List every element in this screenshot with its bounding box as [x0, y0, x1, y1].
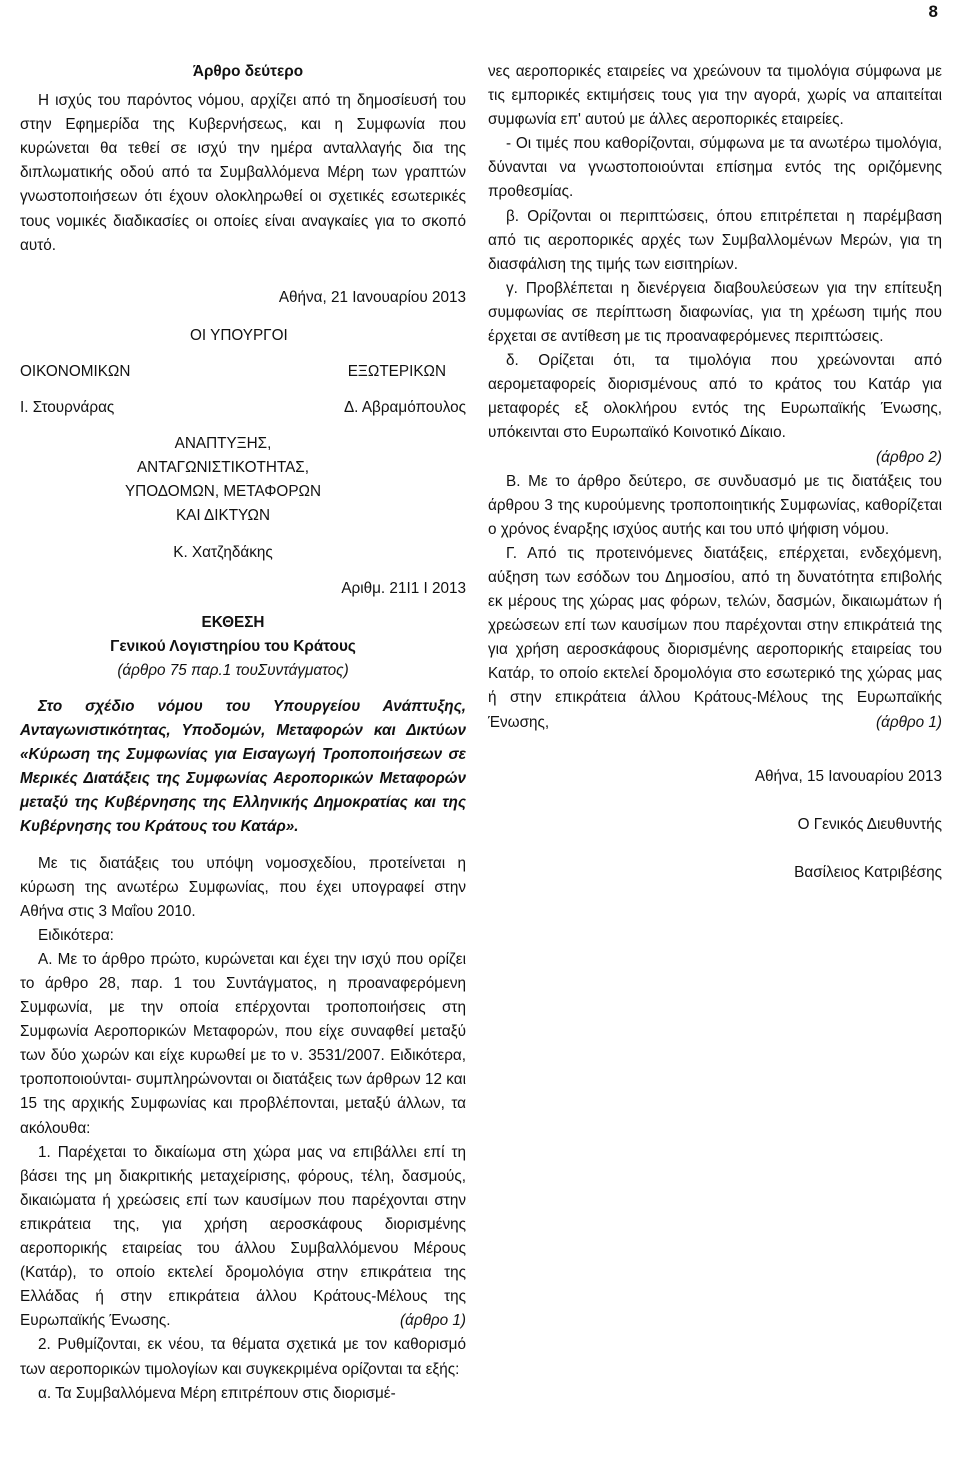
signature-row [20, 396, 466, 420]
report-title: ΕΚΘΕΣΗ [201, 613, 265, 631]
reference-number: Αριθμ. 21Ι1 Ι 2013 [341, 579, 466, 597]
body-paragraph: Ειδικότερα: [38, 926, 114, 944]
body-paragraph [488, 542, 942, 735]
body-paragraph: γ. Προβλέπεται η διενέργεια διαβουλεύσεων για την επίτευξη συμφωνίας σε περίπτωση διαφωνίας, για τη χρέωση τιμής που έρχεται σε αντίθεση με τις προαναφερόμενες περιπτώσεις. [488, 279, 942, 346]
right-column [488, 60, 942, 885]
body-paragraph: Β. Με το άρθρο δεύτερο, σε συνδυασμό με τις διατάξεις του άρθρου 3 της κυρούμενης τροποποιητικής Συμφωνίας, καθορίζεται ο χρόνος έναρξης ισχύος αυτής και του υπό ψήφιση νόμου. [488, 472, 942, 538]
ministers-heading: ΟΙ ΥΠΟΥΡΓΟΙ [190, 326, 288, 344]
bill-title-paragraph: Στο σχέδιο νόμου του Υπουργείου Ανάπτυξης, Ανταγωνιστικότητας, Υποδομών, Μεταφορών και Δικτύων «Κύρωση της Συμφωνίας για Εισαγωγή Τροποποιήσεων σε Μερικές Διατάξεις της Συμφωνίας Αεροπορικών Μεταφορών μεταξύ της Κυβέρνησης της Ελληνικής Δημοκρατίας και της Κυβέρνησης του Κράτους του Κατάρ». [20, 697, 466, 836]
report-article: (άρθρο 75 παρ.1 τουΣυντάγματος) [117, 661, 349, 679]
ministry-line: ΑΝΤΑΓΩΝΙΣΤΙΚΟΤΗΤΑΣ, [136, 459, 309, 477]
body-paragraph: β. Ορίζονται οι περιπτώσεις, όπου επιτρέπεται η παρέμβαση από τις αεροπορικές αρχές των Συμβαλλομένων Μερών, για τη διασφάλιση της τιμής των εισιτηρίων. [488, 207, 942, 273]
report-subtitle: Γενικού Λογιστηρίου του Κράτους [110, 637, 356, 655]
ministry-foreign: ΕΞΩΤΕΡΙΚΩΝ [347, 362, 446, 380]
article-reference: (άρθρο 1) [400, 1312, 466, 1330]
body-paragraph: Α. Με το άρθρο πρώτο, κυρώνεται και έχει την ισχύ που ορίζει το άρθρο 28, παρ. 1 του Συντάγματος, η προαναφερόμενη Συμφωνία, με την οποία επέρχονται τροποποιήσεις στη Συμφωνία Αεροπορικών Μεταφορών, που είχε συναφθεί μεταξύ των δύο χωρών και είχε κυρωθεί με το ν. 3531/2007. Ειδικότερα, τροποποιούνται- συμπληρώνονται οι διατάξεις των άρθρων 12 και 15 της αρχικής Συμφωνίας και προβλέπονται, μεταξύ άλλων, τα ακόλουθα: [20, 950, 466, 1137]
intro-paragraph: Η ισχύς του παρόντος νόμου, αρχίζει από τη δημοσίευσή του στην Εφημερίδα της Κυβερνήσεως, και η Συμφωνία που κυρώνεται θα τεθεί σε ισχύ την ημέρα ανταλλαγής δια της διπλωματικής οδού από τα Συμβαλλόμενα Μέρη των γραπτών γνωστοποιήσεων ότι έχουν ολοκληρωθεί οι σχετικές εσωτερικές τους νομικές διαδικασίες οι οποίες είναι αναγκαίες για το σκοπό αυτό. [20, 92, 466, 254]
body-paragraph [20, 1141, 466, 1334]
article-heading: Άρθρο δεύτερο [192, 63, 304, 80]
report-date: Αθήνα, 15 Ιανουαρίου 2013 [754, 767, 942, 785]
signature-stournaras: Ι. Στουρνάρας [20, 399, 115, 417]
signature-avramopoulos: Δ. Αβραμόπουλος [343, 399, 466, 417]
body-paragraph: νες αεροπορικές εταιρείες να χρεώνουν τα τιμολόγια σύμφωνα με τις εμπορικές εκτιμήσεις τους για την αγορά, χωρίς να απαιτείται συμφωνία επ' αυτού με άλλες αεροπορικές εταιρείες. [488, 63, 942, 129]
director-title: Ο Γενικός Διευθυντής [797, 815, 942, 833]
left-column [20, 60, 466, 1406]
body-paragraph: δ. Ορίζεται ότι, τα τιμολόγια που χρεώνονται από αερομεταφορείς διορισμένους από το κράτος του Κατάρ για μεταφορές εξ ολοκλήρου εντός της Ευρωπαϊκής Ένωσης, υπόκεινται στο Ευρωπαϊκό Κοινοτικό Δίκαιο. [488, 352, 942, 442]
signature-hatzidakis: Κ. Χατζηδάκης [173, 543, 273, 561]
body-paragraph: 2. Ρυθμίζονται, εκ νέου, τα θέματα σχετικά με τον καθορισμό των αεροπορικών τιμολογίων και συγκεκριμένα ορίζονται τα εξής: [20, 1336, 466, 1378]
signing-date: Αθήνα, 21 Ιανουαρίου 2013 [278, 288, 466, 306]
article-reference: (άρθρο 2) [876, 448, 942, 466]
paragraph-text: 1. Παρέχεται το δικαίωμα στη χώρα μας να επιβάλλει επί τη βάσει της μη διακριτικής μεταχείρισης, φόρους, τέλη, δασμούς, δικαιώματα ή χρεώσεις επί των καυσίμων που παρέχονται στην επικράτεια της, για χρήση αεροσκάφους διορισμένης αεροπορικής εταιρείας του άλλου Συμβαλλόμενου Μέρους (Κατάρ), το οποίο εκτελεί δρομολόγια στην επικράτεια της Ελλάδας ή στην επικράτεια άλλου Κράτους-Μέλους της Ευρωπαϊκής Ένωσης. [20, 1143, 466, 1330]
ministry-line: ΚΑΙ ΔΙΚΤΥΩΝ [175, 507, 271, 525]
article-reference: (άρθρο 1) [876, 713, 942, 731]
development-ministry [20, 432, 466, 564]
ministry-finance: ΟΙΚΟΝΟΜΙΚΩΝ [20, 362, 131, 380]
ministry-row [20, 360, 466, 384]
director-name: Βασίλειος Κατριβέσης [794, 863, 942, 881]
ministry-line: ΑΝΑΠΤΥΞΗΣ, [174, 435, 272, 453]
body-paragraph: α. Τα Συμβαλλόμενα Μέρη επιτρέπουν στις διορισμέ- [38, 1384, 396, 1402]
ministry-line: ΥΠΟΔΟΜΩΝ, ΜΕΤΑΦΟΡΩΝ [124, 483, 322, 501]
page-number: 8 [928, 2, 938, 21]
body-paragraph: Με τις διατάξεις του υπόψη νομοσχεδίου, προτείνεται η κύρωση της ανωτέρω Συμφωνίας, που έχει υπογραφεί στην Αθήνα στις 3 Μαΐου 2010. [20, 854, 466, 920]
body-paragraph: - Οι τιμές που καθορίζονται, σύμφωνα με τα ανωτέρω τιμολόγια, δύνανται να γνωστοποιούνται επίσημα εντός της οριζόμενης προθεσμίας. [488, 135, 942, 201]
paragraph-text: Γ. Από τις προτεινόμενες διατάξεις, επέρχεται, ενδεχόμενη, αύξηση των εσόδων του Δημοσίου, από τη δυνατότητα επιβολής εκ μέρους της χώρας μας φόρων, τελών, δασμών, δικαιωμάτων ή χρεώσεων επί των καυσίμων που παρέχονται στην επικράτειά της για χρήση αεροσκάφους διορισμένης αεροπορικής εταιρείας του Κατάρ, το οποίο εκτελεί δρομολόγια στο εσωτερικό της χώρας μας ή στην επικράτεια άλλου Κράτους-Μέλους της Ευρωπαϊκής Ένωσης, [488, 544, 942, 731]
report-heading [20, 611, 466, 683]
